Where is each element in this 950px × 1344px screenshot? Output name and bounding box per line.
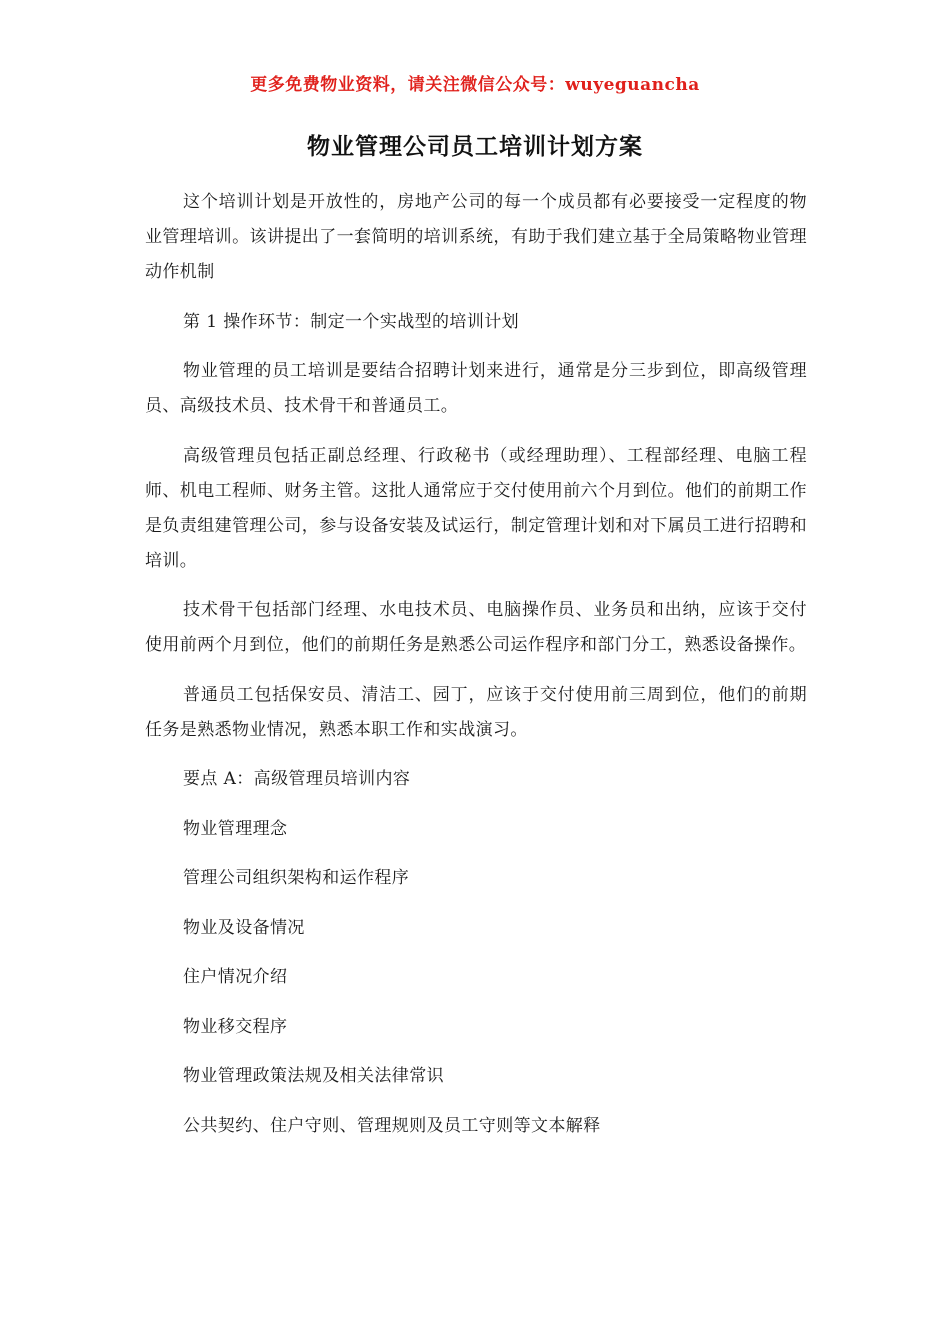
- list-item: 管理公司组织架构和运作程序: [183, 868, 410, 888]
- paragraph-staffing-overview: 物业管理的员工培训是要结合招聘计划来进行，通常是分三步到位，即高级管理员、高级技术员、技术骨干和普通员工。: [145, 361, 807, 416]
- list-item: 住户情况介绍: [183, 967, 288, 987]
- page-title: 物业管理公司员工培训计划方案: [307, 134, 643, 160]
- list-item: 物业及设备情况: [183, 917, 305, 938]
- promo-header: 更多免费物业资料，请关注微信公众号：wuyeguancha: [250, 75, 700, 95]
- paragraph-step-1: 第 1 操作环节：制定一个实战型的培训计划: [183, 311, 520, 332]
- document-body: [145, 185, 807, 1144]
- paragraph-intro: 这个培训计划是开放性的，房地产公司的每一个成员都有必要接受一定程度的物业管理培训。该讲提出了一套简明的培训系统，有助于我们建立基于全局策略物业管理动作机制: [145, 192, 807, 282]
- list-item: 公共契约、住户守则、管理规则及员工守则等文本解释: [183, 1115, 601, 1136]
- list-item: 物业移交程序: [183, 1016, 288, 1037]
- list-item: 物业管理政策法规及相关法律常识: [183, 1066, 444, 1086]
- list-item: 物业管理理念: [183, 818, 288, 839]
- paragraph-senior-managers: 高级管理员包括正副总经理、行政秘书（或经理助理）、工程部经理、电脑工程师、机电工程师、财务主管。这批人通常应于交付使用前六个月到位。他们的前期工作是负责组建管理公司，参与设备安装及试运行，制定管理计划和对下属员工进行招聘和培训。: [145, 445, 807, 571]
- paragraph-general-staff: 普通员工包括保安员、清洁工、园丁，应该于交付使用前三周到位，他们的前期任务是熟悉物业情况，熟悉本职工作和实战演习。: [145, 684, 807, 740]
- paragraph-point-a: 要点 A：高级管理员培训内容: [183, 769, 411, 789]
- paragraph-technical-staff: 技术骨干包括部门经理、水电技术员、电脑操作员、业务员和出纳，应该于交付使用前两个月到位，他们的前期任务是熟悉公司运作程序和部门分工，熟悉设备操作。: [145, 600, 807, 655]
